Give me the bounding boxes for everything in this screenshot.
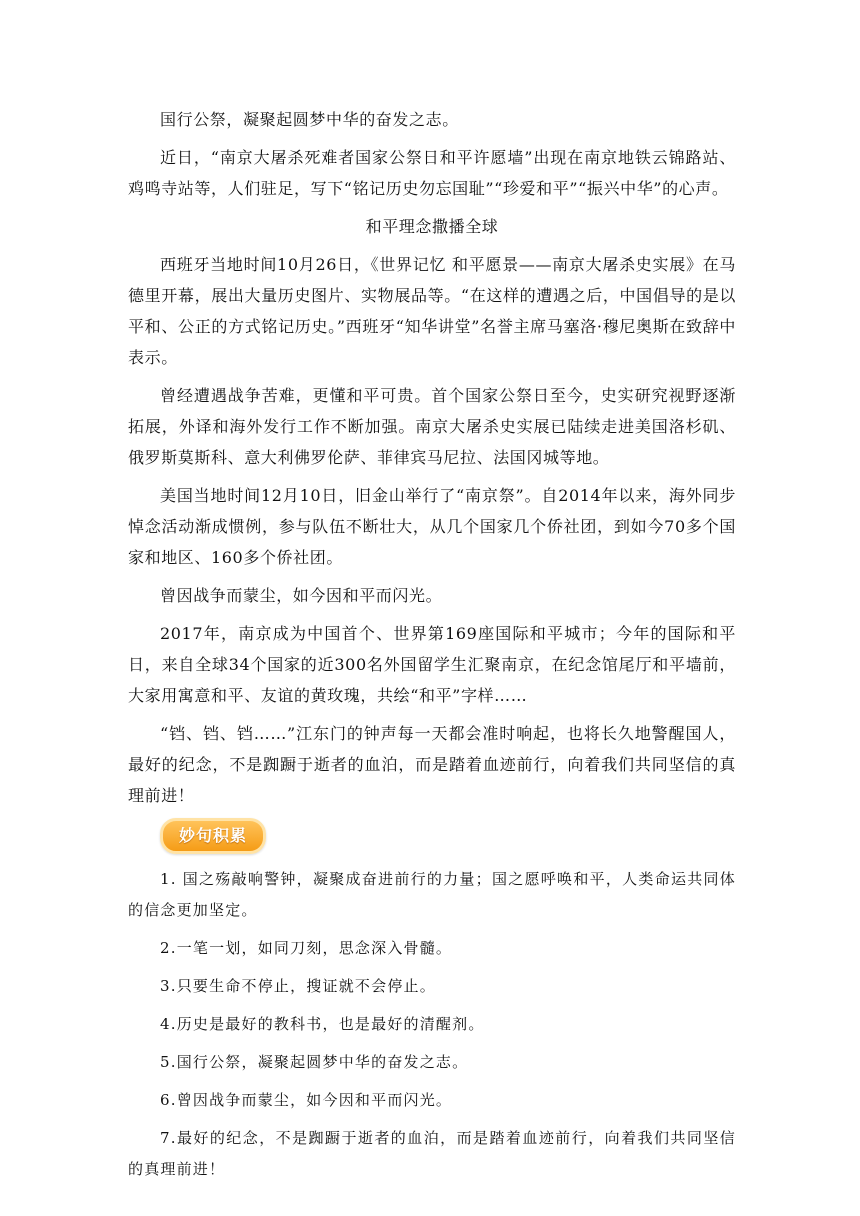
document-content bbox=[128, 104, 736, 1192]
sentence-item: 2.一笔一划，如同刀刻，思念深入骨髓。 bbox=[160, 939, 453, 957]
sentence-item: 4.历史是最好的教科书，也是最好的清醒剂。 bbox=[160, 1015, 485, 1033]
paragraph: 曾经遭遇战争苦难，更懂和平可贵。首个国家公祭日至今，史实研究视野逐渐拓展，外译和海外发行工作不断加强。南京大屠杀史实展已陆续走进美国洛杉矶、俄罗斯莫斯科、意大利佛罗伦萨、菲律宾马尼拉、法国冈城等地。 bbox=[128, 386, 736, 467]
paragraph: 2017年，南京成为中国首个、世界第169座国际和平城市；今年的国际和平日，来自全球34个国家的近300名外国留学生汇聚南京，在纪念馆尾厅和平墙前，大家用寓意和平、友谊的黄玫瑰，共绘“和平”字样…… bbox=[128, 624, 736, 705]
sentence-item: 1. 国之殇敲响警钟，凝聚成奋进前行的力量；国之愿呼唤和平，人类命运共同体的信念更加坚定。 bbox=[128, 870, 736, 919]
sentence-item: 7.最好的纪念，不是踟蹰于逝者的血泊，而是踏着血迹前行，向着我们共同坚信的真理前进！ bbox=[128, 1129, 736, 1178]
badge-container bbox=[160, 818, 736, 856]
section-heading: 和平理念撒播全球 bbox=[365, 217, 499, 236]
sentence-item: 3.只要生命不停止，搜证就不会停止。 bbox=[160, 977, 436, 995]
sentence-item: 6.曾因战争而蒙尘，如今因和平而闪光。 bbox=[160, 1091, 453, 1109]
paragraph: 曾因战争而蒙尘，如今因和平而闪光。 bbox=[160, 586, 443, 605]
section-badge: 妙句积累 bbox=[160, 818, 266, 854]
sentence-item: 5.国行公祭，凝聚起圆梦中华的奋发之志。 bbox=[160, 1053, 469, 1071]
paragraph: “铛、铛、铛……”江东门的钟声每一天都会准时响起，也将长久地警醒国人，最好的纪念，不是踟蹰于逝者的血泊，而是踏着血迹前行，向着我们共同坚信的真理前进！ bbox=[128, 724, 736, 805]
paragraph: 近日，“南京大屠杀死难者国家公祭日和平许愿墙”出现在南京地铁云锦路站、鸡鸣寺站等，人们驻足，写下“铭记历史勿忘国耻”“珍爱和平”“振兴中华”的心声。 bbox=[128, 148, 736, 198]
paragraph: 西班牙当地时间10月26日，《世界记忆 和平愿景——南京大屠杀史实展》在马德里开幕，展出大量历史图片、实物展品等。“在这样的遭遇之后，中国倡导的是以平和、公正的方式铭记历史。”西班牙“知华讲堂”名誉主席马塞洛·穆尼奥斯在致辞中表示。 bbox=[128, 255, 736, 367]
paragraph: 美国当地时间12月10日，旧金山举行了“南京祭”。自2014年以来，海外同步悼念活动渐成惯例，参与队伍不断壮大，从几个国家几个侨社团，到如今70多个国家和地区、160多个侨社团。 bbox=[128, 486, 736, 567]
paragraph: 国行公祭，凝聚起圆梦中华的奋发之志。 bbox=[160, 110, 459, 129]
